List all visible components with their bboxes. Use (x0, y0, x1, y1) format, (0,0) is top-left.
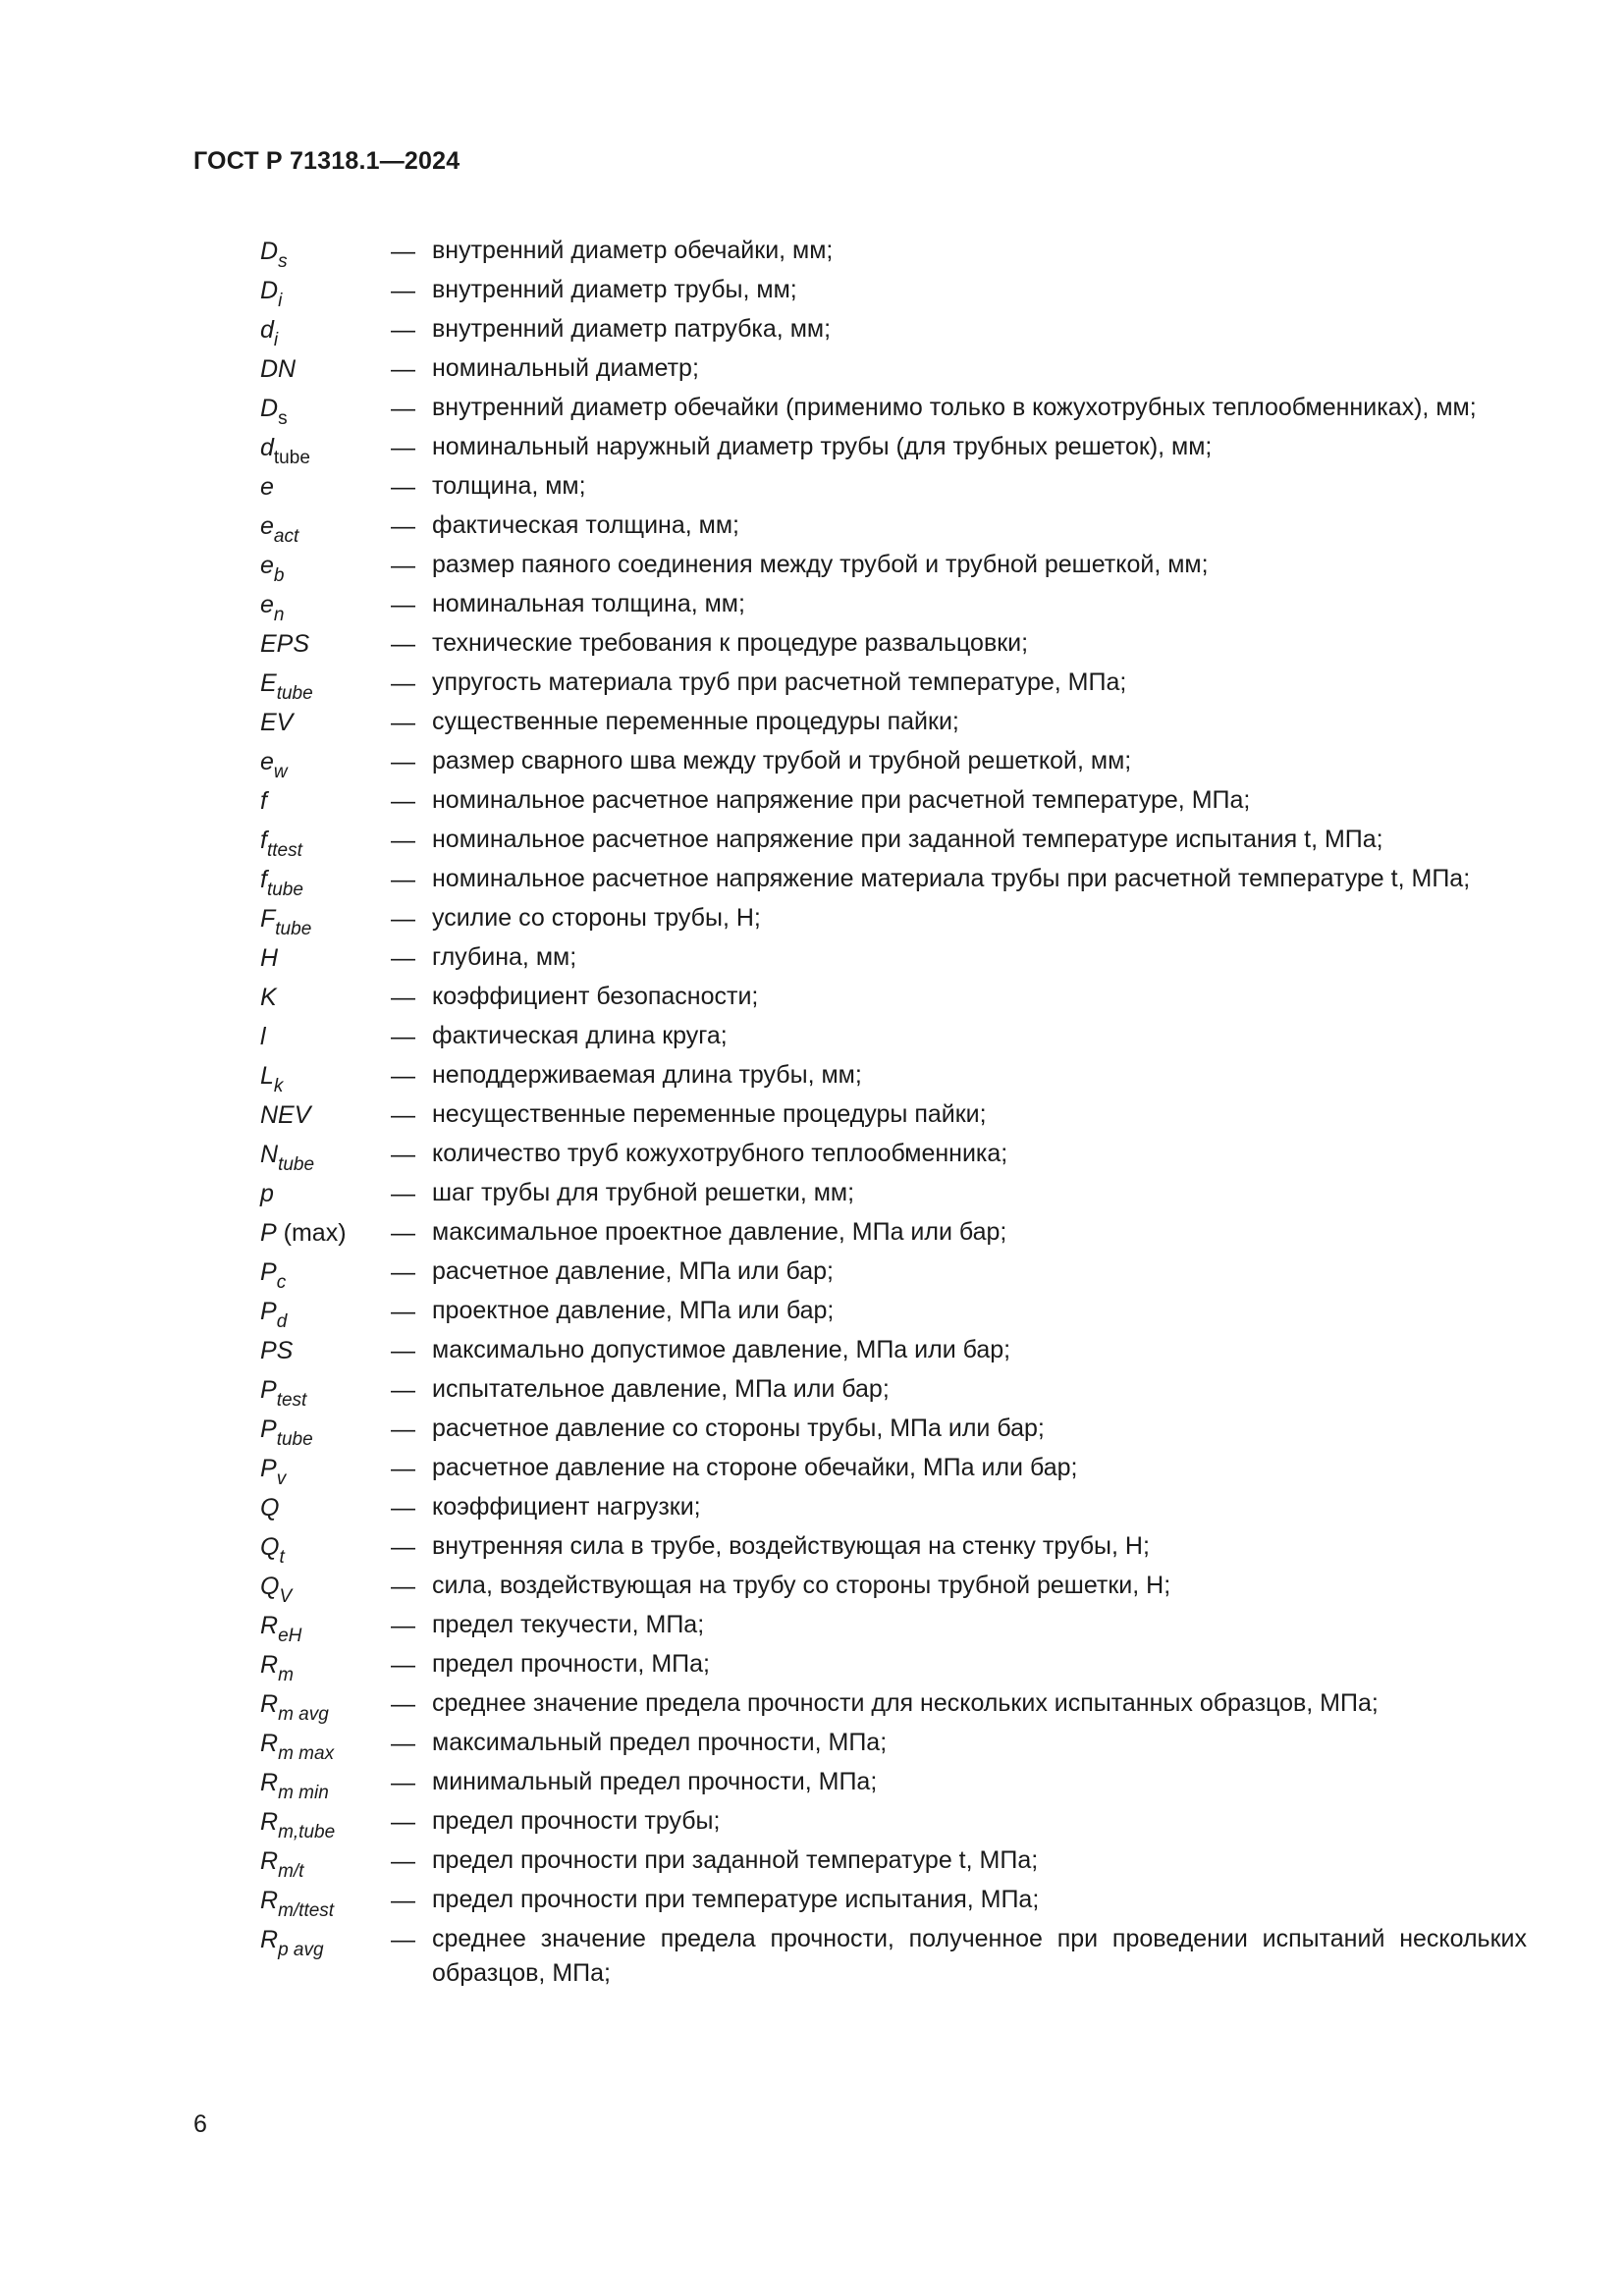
symbol (260, 781, 391, 821)
symbol-letter: l (260, 1023, 266, 1050)
em-dash: — (391, 827, 415, 854)
symbol (260, 1135, 391, 1174)
symbol (260, 1724, 391, 1763)
symbol-subscript: m,tube (278, 1822, 336, 1842)
symbol-subscript: m avg (278, 1704, 329, 1725)
definition-row (260, 742, 1527, 781)
definition-text: максимальный предел прочности, МПа; (432, 1729, 888, 1756)
symbol-letter: EV (260, 709, 294, 736)
symbol-letter: E (260, 669, 277, 697)
symbol-subscript: k (273, 1076, 284, 1096)
symbol-letter: EPS (260, 630, 310, 658)
definition-text: максимально допустимое давление, МПа или бар; (432, 1336, 1011, 1363)
symbol (260, 1881, 391, 1920)
symbol-subscript: ttest (266, 840, 302, 861)
definition-text: номинальный наружный диаметр трубы (для трубных решеток), мм; (432, 433, 1213, 460)
definition-text: максимальное проектное давление, МПа или бар; (432, 1218, 1007, 1246)
definition-row (260, 1645, 1527, 1684)
em-dash: — (391, 1651, 415, 1679)
definition-row (260, 1017, 1527, 1056)
definition-row (260, 938, 1527, 978)
symbol (260, 1920, 391, 1959)
definition-row (260, 1213, 1527, 1253)
symbol (260, 1292, 391, 1331)
definition-row (260, 1802, 1527, 1842)
symbol-letter: Q (260, 1494, 280, 1522)
definition-row (260, 703, 1527, 742)
symbol-subscript: b (273, 565, 285, 586)
symbol-subscript: n (273, 605, 285, 625)
symbol (260, 1017, 391, 1056)
symbol-letter: PS (260, 1337, 294, 1364)
symbol-letter: P (260, 1376, 277, 1404)
symbol (260, 860, 391, 899)
symbol-letter: D (260, 238, 279, 265)
symbol (260, 467, 391, 507)
em-dash: — (391, 1887, 415, 1914)
definition-row (260, 1920, 1527, 1994)
definition-text: усилие со стороны трубы, Н; (432, 904, 761, 932)
definition-row (260, 1684, 1527, 1724)
symbol (260, 742, 391, 781)
definition-text: существенные переменные процедуры пайки; (432, 708, 959, 735)
em-dash: — (391, 984, 415, 1011)
definition-text: предел прочности, МПа; (432, 1650, 710, 1678)
definition-row (260, 1527, 1527, 1567)
symbol (260, 232, 391, 271)
em-dash: — (391, 1023, 415, 1050)
symbol-letter: e (260, 552, 274, 579)
definition-row (260, 428, 1527, 467)
definition-row (260, 781, 1527, 821)
symbol (260, 1488, 391, 1527)
symbol (260, 1449, 391, 1488)
symbol-letter: D (260, 395, 279, 422)
definition-text: номинальное расчетное напряжение материала трубы при расчетной температуре t, МПа; (432, 865, 1471, 892)
em-dash: — (391, 1455, 415, 1482)
definition-text: шаг трубы для трубной решетки, мм; (432, 1179, 855, 1206)
symbol (260, 389, 391, 428)
symbol (260, 349, 391, 389)
symbol-subscript: d (276, 1311, 288, 1332)
definition-text: испытательное давление, МПа или бар; (432, 1375, 890, 1403)
definition-text: номинальный диаметр; (432, 354, 699, 382)
symbol-letter: Q (260, 1573, 280, 1600)
definition-row (260, 1174, 1527, 1213)
em-dash: — (391, 1808, 415, 1836)
em-dash: — (391, 1573, 415, 1600)
definition-row (260, 1253, 1527, 1292)
em-dash: — (391, 1847, 415, 1875)
symbol-subscript: tube (276, 683, 313, 704)
document-header: ГОСТ Р 71318.1—2024 (193, 147, 460, 175)
symbol-subscript: eH (278, 1626, 302, 1646)
symbol (260, 1763, 391, 1802)
em-dash: — (391, 1141, 415, 1168)
symbol-letter: R (260, 1730, 279, 1757)
symbol-letter: K (260, 984, 277, 1011)
symbol-letter: e (260, 591, 274, 618)
symbol (260, 585, 391, 624)
definition-text: фактическая длина круга; (432, 1022, 728, 1049)
symbol (260, 1095, 391, 1135)
symbol-subscript: tube (273, 448, 310, 468)
symbol-letter: P (260, 1455, 277, 1482)
definition-text: среднее значение предела прочности для нескольких испытанных образцов, МПа; (432, 1689, 1379, 1717)
symbol-letter: N (260, 1141, 279, 1168)
symbol-subscript: m max (278, 1743, 335, 1764)
definition-row (260, 1606, 1527, 1645)
symbol-letter: P (260, 1415, 277, 1443)
em-dash: — (391, 1062, 415, 1090)
definition-text: среднее значение предела прочности, полученное при проведении испытаний нескольких образцов, МПа; (432, 1925, 1527, 1987)
symbol-letter: H (260, 944, 279, 972)
symbol (260, 1645, 391, 1684)
em-dash: — (391, 355, 415, 383)
em-dash: — (391, 709, 415, 736)
symbol-letter: P (260, 1219, 277, 1247)
symbol-letter: R (260, 1926, 279, 1953)
symbol-subscript: tube (276, 1429, 313, 1450)
symbol (260, 821, 391, 860)
symbol (260, 938, 391, 978)
symbol (260, 546, 391, 585)
symbol (260, 1527, 391, 1567)
symbol (260, 1331, 391, 1370)
em-dash: — (391, 787, 415, 815)
symbol (260, 507, 391, 546)
definition-row (260, 1410, 1527, 1449)
symbol-subscript: test (276, 1390, 307, 1411)
definition-text: проектное давление, МПа или бар; (432, 1297, 835, 1324)
symbol (260, 310, 391, 349)
symbol-subscript: v (276, 1468, 287, 1489)
symbol-letter: p (260, 1180, 274, 1207)
definition-text: фактическая толщина, мм; (432, 511, 739, 539)
symbol (260, 978, 391, 1017)
em-dash: — (391, 1415, 415, 1443)
definition-row (260, 1842, 1527, 1881)
em-dash: — (391, 512, 415, 540)
definition-text: упругость материала труб при расчетной температуре, МПа; (432, 668, 1127, 696)
symbol-letter: f (260, 787, 267, 815)
symbol-subscript: i (278, 291, 283, 311)
symbol-letter: e (260, 748, 274, 775)
symbol (260, 899, 391, 938)
symbol-letter: F (260, 905, 276, 933)
definition-text: внутренний диаметр патрубка, мм; (432, 315, 832, 343)
definition-text: расчетное давление со стороны трубы, МПа или бар; (432, 1415, 1045, 1442)
symbol-subscript: w (273, 762, 288, 782)
symbol-letter: P (260, 1298, 277, 1325)
definition-row (260, 271, 1527, 310)
definition-text: несущественные переменные процедуры пайки; (432, 1100, 987, 1128)
em-dash: — (391, 434, 415, 461)
symbol-subscript: m (278, 1665, 294, 1685)
definition-text: минимальный предел прочности, МПа; (432, 1768, 878, 1795)
em-dash: — (391, 1180, 415, 1207)
definition-text: номинальное расчетное напряжение при расчетной температуре, МПа; (432, 786, 1251, 814)
definition-text: сила, воздействующая на трубу со стороны трубной решетки, Н; (432, 1572, 1171, 1599)
definition-row (260, 546, 1527, 585)
symbol-subscript: c (276, 1272, 287, 1293)
em-dash: — (391, 905, 415, 933)
definition-text: глубина, мм; (432, 943, 577, 971)
symbol-subscript: tube (278, 1154, 315, 1175)
symbol-letter: P (260, 1258, 277, 1286)
definition-row (260, 1056, 1527, 1095)
symbol-subscript: act (273, 526, 299, 547)
symbol-subscript: s (278, 251, 288, 272)
symbol (260, 1370, 391, 1410)
em-dash: — (391, 277, 415, 304)
em-dash: — (391, 473, 415, 501)
em-dash: — (391, 1926, 415, 1953)
symbol-letter: d (260, 316, 274, 344)
em-dash: — (391, 395, 415, 422)
em-dash: — (391, 1101, 415, 1129)
definition-text: расчетное давление, МПа или бар; (432, 1257, 834, 1285)
definition-row (260, 1331, 1527, 1370)
definition-row (260, 389, 1527, 428)
definition-text: расчетное давление на стороне обечайки, МПа или бар; (432, 1454, 1078, 1481)
definition-row (260, 1135, 1527, 1174)
definition-row (260, 232, 1527, 271)
symbol-subscript: t (279, 1547, 285, 1568)
symbol (260, 1213, 391, 1253)
definition-row (260, 1724, 1527, 1763)
definition-text: предел текучести, МПа; (432, 1611, 705, 1638)
symbol-subscript: V (279, 1586, 293, 1607)
definition-text: предел прочности при температуре испытания, МПа; (432, 1886, 1040, 1913)
page-number: 6 (193, 2110, 207, 2138)
definition-text: предел прочности трубы; (432, 1807, 721, 1835)
symbols-list (260, 232, 1527, 1994)
definition-row (260, 310, 1527, 349)
symbol-letter: R (260, 1808, 279, 1836)
definition-row (260, 1488, 1527, 1527)
definition-text: внутренний диаметр трубы, мм; (432, 276, 797, 303)
symbol-letter: NEV (260, 1101, 311, 1129)
definition-row (260, 507, 1527, 546)
symbol-subscript: m/ttest (278, 1900, 335, 1921)
definition-row (260, 467, 1527, 507)
em-dash: — (391, 1337, 415, 1364)
symbol-letter: R (260, 1612, 279, 1639)
definition-text: внутренний диаметр обечайки (применимо только в кожухотрубных теплообменниках), мм; (432, 394, 1477, 421)
symbol (260, 624, 391, 664)
symbol-letter: f (260, 827, 267, 854)
definition-row (260, 1763, 1527, 1802)
em-dash: — (391, 552, 415, 579)
definition-text: предел прочности при заданной температуре t, МПа; (432, 1846, 1039, 1874)
definition-row (260, 1292, 1527, 1331)
em-dash: — (391, 1494, 415, 1522)
symbol-letter: R (260, 1887, 279, 1914)
symbol-subscript: p avg (278, 1940, 324, 1960)
definition-row (260, 821, 1527, 860)
definition-text: размер паяного соединения между трубой и трубной решеткой, мм; (432, 551, 1209, 578)
definition-row (260, 860, 1527, 899)
em-dash: — (391, 1612, 415, 1639)
symbol-letter: R (260, 1847, 279, 1875)
em-dash: — (391, 591, 415, 618)
em-dash: — (391, 944, 415, 972)
definition-row (260, 624, 1527, 664)
symbol (260, 1684, 391, 1724)
em-dash: — (391, 1376, 415, 1404)
definition-text: толщина, мм; (432, 472, 586, 500)
symbol (260, 664, 391, 703)
symbol-letter: R (260, 1769, 279, 1796)
symbol (260, 271, 391, 310)
definition-row (260, 978, 1527, 1017)
definition-row (260, 664, 1527, 703)
symbol-subscript: tube (266, 880, 303, 900)
em-dash: — (391, 1258, 415, 1286)
em-dash: — (391, 1298, 415, 1325)
em-dash: — (391, 238, 415, 265)
definition-text: номинальная толщина, мм; (432, 590, 745, 617)
definition-text: коэффициент нагрузки; (432, 1493, 701, 1521)
symbol-subscript: i (273, 330, 279, 350)
em-dash: — (391, 1690, 415, 1718)
definition-row (260, 1881, 1527, 1920)
definition-text: внутренний диаметр обечайки, мм; (432, 237, 834, 264)
em-dash: — (391, 1769, 415, 1796)
symbol (260, 1174, 391, 1213)
em-dash: — (391, 669, 415, 697)
symbol-letter: R (260, 1690, 279, 1718)
definition-row (260, 1370, 1527, 1410)
symbol-letter: e (260, 512, 274, 540)
em-dash: — (391, 316, 415, 344)
definition-text: количество труб кожухотрубного теплообменника; (432, 1140, 1008, 1167)
symbol (260, 703, 391, 742)
definition-row (260, 1095, 1527, 1135)
em-dash: — (391, 1730, 415, 1757)
symbol (260, 1802, 391, 1842)
symbol-letter: L (260, 1062, 274, 1090)
definition-text: внутренняя сила в трубе, воздействующая на стенку трубы, Н; (432, 1532, 1150, 1560)
symbol-suffix: (max) (276, 1219, 347, 1247)
symbol-letter: f (260, 866, 267, 893)
symbol-letter: R (260, 1651, 279, 1679)
symbol-subscript: m min (278, 1783, 329, 1803)
em-dash: — (391, 1533, 415, 1561)
symbol-letter: e (260, 473, 274, 501)
symbol (260, 1842, 391, 1881)
symbol-letter: Q (260, 1533, 280, 1561)
symbol (260, 1567, 391, 1606)
symbol (260, 1606, 391, 1645)
symbol-letter: DN (260, 355, 297, 383)
definition-text: номинальное расчетное напряжение при заданной температуре испытания t, МПа; (432, 826, 1383, 853)
definition-text: неподдерживаемая длина трубы, мм; (432, 1061, 862, 1089)
definition-row (260, 585, 1527, 624)
symbol (260, 1410, 391, 1449)
definition-row (260, 1449, 1527, 1488)
em-dash: — (391, 1219, 415, 1247)
symbol (260, 1253, 391, 1292)
definition-text: технические требования к процедуре развальцовки; (432, 629, 1029, 657)
symbol-letter: d (260, 434, 274, 461)
symbol-subscript: m/t (278, 1861, 304, 1882)
em-dash: — (391, 866, 415, 893)
em-dash: — (391, 748, 415, 775)
definition-row (260, 899, 1527, 938)
symbol-letter: D (260, 277, 279, 304)
definition-text: коэффициент безопасности; (432, 983, 759, 1010)
em-dash: — (391, 630, 415, 658)
definition-row (260, 1567, 1527, 1606)
symbol (260, 1056, 391, 1095)
definition-text: размер сварного шва между трубой и трубной решеткой, мм; (432, 747, 1132, 774)
symbol (260, 428, 391, 467)
symbol-subscript: s (278, 408, 288, 429)
symbol-subscript: tube (275, 919, 312, 939)
definition-row (260, 349, 1527, 389)
